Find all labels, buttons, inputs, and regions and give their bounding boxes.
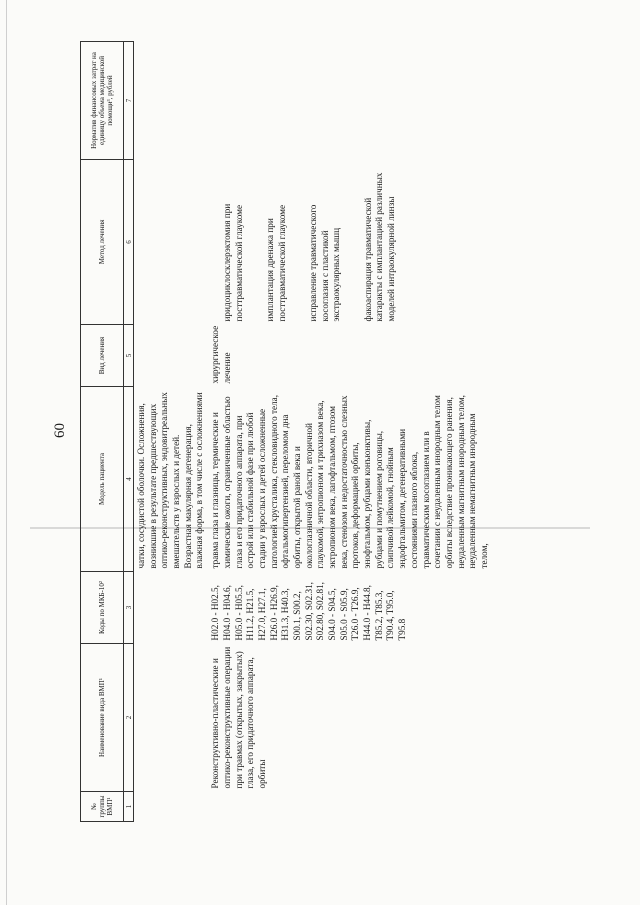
column-number: 6	[124, 160, 134, 325]
treatment-method-item: имплантация дренажа при посттравматической глаукоме	[264, 204, 287, 322]
column-number: 1	[124, 792, 134, 822]
rotated-page-content	[80, 42, 640, 822]
header-treatment-method: Метод лечения	[81, 160, 124, 325]
treatment-method-item: иридоциклосклерэктомия при посттравматической глаукоме	[221, 203, 244, 322]
column-number: 7	[124, 42, 134, 160]
treatment-type-cell: хирургическое лечение	[210, 325, 232, 384]
vmp-table	[80, 41, 493, 822]
header-vmp-name: Наименование вида ВМП¹	[81, 644, 124, 792]
column-number: 3	[124, 572, 134, 644]
icd-codes-cell: H02.0 - H02.5, H04.0 - H04.6, H05.0 - H05.5, H11.2, H21.5, H27.0, H27.1, H26.0 - H26.9, H31.3, H40.3, S00.1, S00.2, S02.30, S02.31, S02.80, S02.81, S04.0 - S04.5, S05.0 - S05.9, T26.0 - T26.9, H44.0 - H44.8, T85.2, T85.3, T90.4, T95.0, T95.8	[210, 582, 408, 641]
header-group-number: № группы ВМП¹	[81, 792, 124, 822]
header-treatment-type: Вид лечения	[81, 325, 124, 387]
column-number: 5	[124, 325, 134, 387]
column-number: 2	[124, 644, 134, 792]
header-row	[81, 42, 124, 822]
column-number-row	[124, 42, 134, 822]
patient-model-cell: травма глаза и глазницы, термические и химические ожоги, ограниченные областью глаза и его придаточного аппарата, при острой или стабильной фазе при любой стадии у взрослых и детей осложненные патологией хрусталика, стекловидного тела, офтальмогипертензией, переломом дна орбиты, открытой раной века и окологлазничной области, вторичной глаукомой, энтропионом и трихиазом века, эктропионом века, лагофтальмом, птозом века, стенозом и недостаточностью слезных протоков, деформацией орбиты, энофтальмом, рубцами конъюнктивы, рубцами и помутнением роговицы, слипчивой лейкомой, гнойным эндофтальмитом, дегенеративными состояниями глазного яблока, травматическим косоглазием или в сочетании с неудаленным инородным телом орбиты вследствие проникающего ранения, неудаленным магнитным инородным телом, неудаленным немагнитным инородным телом,	[210, 394, 489, 569]
continuation-row	[134, 42, 209, 822]
header-cost-norm: Норматив финансовых затрат на единицу объема медицинской помощи³, рублей	[81, 42, 124, 160]
continuation-patient-model: чатки, сосудистой оболочки. Осложнения, возникшие в результате предшествующих оптико-реконструктивных, эндовитреальных вмешательств у взрослых и детей. Возрастная макулярная дегенерация, влажная форма, в том числе с осложнениями	[136, 392, 205, 569]
vmp-name-cell: Реконструктивно-пластические и оптико-реконструктивные операции при травмах (открытых, закрытых) глаза, его придаточного аппарата, орбиты	[210, 646, 267, 789]
cost-cell	[208, 42, 493, 160]
header-icd-codes: Коды по МКБ-10²	[81, 572, 124, 644]
table-row	[208, 42, 493, 822]
treatment-methods-cell	[208, 160, 493, 325]
page-number: 60	[52, 423, 68, 438]
header-patient-model: Модель пациента	[81, 387, 124, 572]
column-number: 4	[124, 387, 134, 572]
group-number-cell	[208, 792, 493, 822]
scan-edge-line	[6, 0, 7, 905]
treatment-method-item: исправление травматического косоглазия с пластикой экстраокулярных мышц	[307, 204, 342, 322]
treatment-method-item: факоаспирация травматической катаракты с имплантацией различных моделей интраокулярной линзы	[362, 172, 397, 322]
